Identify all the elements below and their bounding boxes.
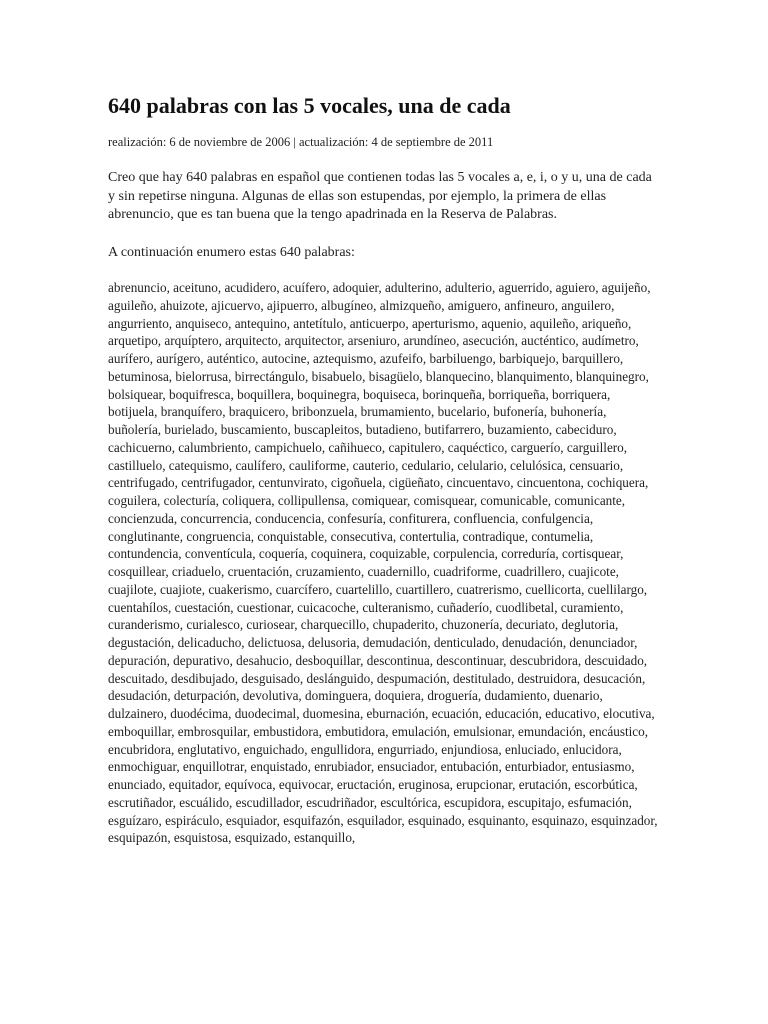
word-list-paragraph: abrenuncio, aceituno, acudidero, acuífero, adoquier, adulterino, adulterio, aguerrido, aguiero, aguijeño, aguileño, ahuizote, ajicuervo, ajipuerro, albugíneo, almizqueño, amiguero, anfineuro, anguilero, angurriento, anquiseco, antequino, antetítulo, anticuerpo, aperturismo, aquenio, aquileño, ariqueño, arquetipo, arquíptero, arquitecto, arquitector, arseniuro, arundíneo, asecución, aucténtico, audímetro, aurífero, aurígero, auténtico, autocine, aztequismo, azufeifo, barbiluengo, barbiquejo, barquillero, betuminosa, bielorrusa, birrectángulo, bisabuelo, bisagüelo, blanquecino, blanquimento, blanquinegro, bolsiquear, boquifresca, boquillera, boquinegra, boquiseca, borinqueña, borriqueña, borriquera, botijuela, branquífero, braquicero, bribonzuela, brumamiento, bucelario, bufonería, buhonería, buñolería, burielado, buscamiento, buscapleitos, butadieno, butifarrero, buzamiento, cabeciduro, cachicuerno, calumbriento, campichuelo, cañihueco, capitulero, caquéctico, carguerío, carguillero, castilluelo, catequismo, caulífero, cauliforme, cauterio, cedulario, celulario, celulósica, censuario, centrifugado, centrifugador, centunvirato, cigoñuela, cigüeñato, cincuentavo, cincuentona, cochiquera, coguilera, colecturía, coliquera, collipullensa, comiquear, comisquear, comunicable, comunicante, concienzuda, concurrencia, conducencia, confesuría, confiturera, confluencia, confulgencia, conglutinante, congruencia, conquistable, consecutiva, contertulia, contradique, contumelia, contundencia, conventícula, coquería, coquinera, coquizable, corpulencia, correduría, cortisquear, cosquillear, criaduelo, cruentación, cruzamiento, cuadernillo, cuadriforme, cuadrillero, cuajicote, cuajilote, cuajiote, cuakerismo, cuarcífero, cuartelillo, cuartillero, cuatrerismo, cuellicorta, cuellilargo, cuentahílos, cuestación, cuestionar, cuicacoche, culteranismo, cuñaderío, cuodlibetal, curamiento, curanderismo, curialesco, curiosear, charquecillo, chupaderito, chuzonería, decuriato, deglutoria, degustación, delicaducho, delictuosa, delusoria, demudación, denticulado, denudación, denunciador, depuración, depurativo, desahucio, desboquillar, descontinua, descontinuar, descubridora, descuidado, descuitado, desdibujado, desguisado, deslánguido, despumación, destitulado, destruidora, desucación, desudación, deturpación, devolutiva, dominguera, doquiera, droguería, dudamiento, duenario, dulzainero, duodécima, duodecimal, duomesina, eburnación, ecuación, educación, educativo, elocutiva, emboquillar, embrosquilar, embustidora, embutidora, emulación, emulsionar, emundación, encáustico, encubridora, englutativo, enguichado, engullidora, engurriado, enjundiosa, enluciado, enlucidora, enmochiguar, enquillotrar, enquistado, enrubiador, ensuciador, entubación, enturbiador, entusiasmo, enunciado, equitador, equívoca, equivocar, eructación, eruginosa, erupcionar, erutación, escorbútica, escrutiñador, escuálido, escudillador, escudriñador, escultórica, escupidora, escupitajo, esfumación, esguízaro, espiráculo, esquiador, esquifazón, esquilador, esquinado, esquinanto, esquinazo, esquinzador, esquipazón, esquistosa, esquizado, estanquillo, xyxy=(108,280,658,846)
intro-paragraph: Creo que hay 640 palabras en español que contienen todas las 5 vocales a, e, i, o y u, una de cada y sin repetirse ninguna. Algunas de ellas son estupendas, por ejemplo, la primera de ellas abrenuncio, que es tan buena que la tengo apadrinada en la Reserva de Palabras. xyxy=(108,170,652,222)
article-dates: realización: 6 de noviembre de 2006 | actualización: 4 de septiembre de 2011 xyxy=(108,135,494,149)
article-title: 640 palabras con las 5 vocales, una de cada xyxy=(108,93,511,118)
list-lead-paragraph: A continuación enumero estas 640 palabras: xyxy=(108,244,355,260)
